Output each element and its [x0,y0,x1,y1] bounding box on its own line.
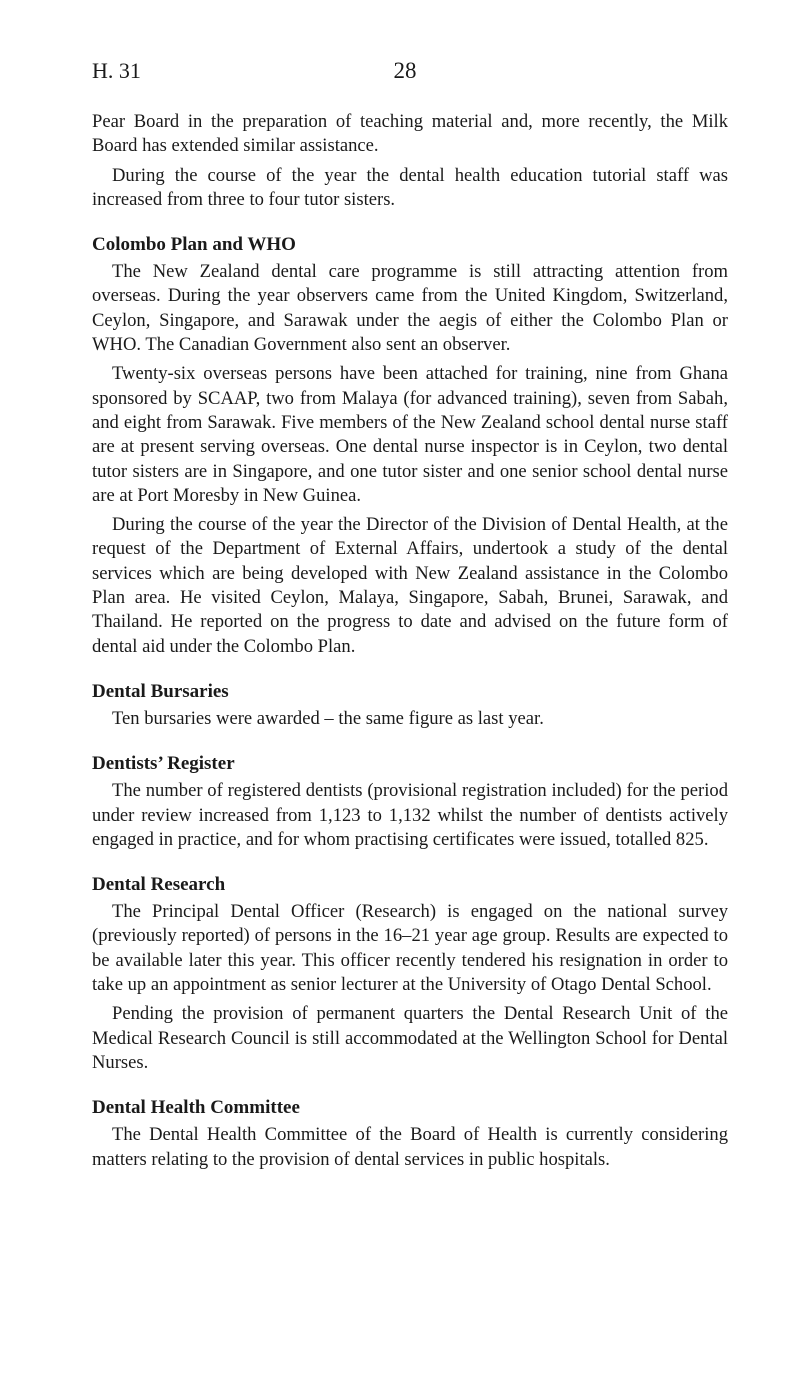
section-heading: Dental Bursaries [92,680,229,702]
section-paragraph: The number of registered dentists (provisional registration included) for the period under review increased from 1,123 to 1,132 whilst the number of dentists actively engaged in practice, and for whom practising certificates were issued, totalled 825. [92,780,728,850]
page-number: 28 [393,58,417,83]
page-header [92,58,718,88]
section-heading: Colombo Plan and WHO [92,234,296,256]
document-reference: H. 31 [92,58,141,83]
section-colombo-plan [92,233,728,659]
intro-paragraph-1: Pear Board in the preparation of teaching material and, more recently, the Milk Board has extended similar assistance. [92,111,728,157]
section-paragraph: Pending the provision of permanent quarters the Dental Research Unit of the Medical Research Council is still accommodated at the Wellington School for Dental Nurses. [92,1003,728,1073]
section-paragraph: Twenty-six overseas persons have been attached for training, nine from Ghana sponsored by SCAAP, two from Malaya (for advanced training), seven from Sabah, and eight from Sarawak. Five members of the New Zealand school dental nurse staff are at present serving overseas. One dental nurse inspector is in Ceylon, two dental tutor sisters are in Singapore, and one tutor sister and one senior school dental nurse are at Port Moresby in New Guinea. [92,363,728,506]
section-paragraph: The New Zealand dental care programme is still attracting attention from overseas. During the year observers came from the United Kingdom, Switzerland, Ceylon, Singapore, and Sarawak under the aegis of either the Colombo Plan or WHO. The Canadian Government also sent an observer. [92,261,728,356]
section-paragraph: The Dental Health Committee of the Board of Health is currently considering matters relating to the provision of dental services in public hospitals. [92,1124,728,1170]
section-paragraph: The Principal Dental Officer (Research) is engaged on the national survey (previously reported) of persons in the 16–21 year age group. Results are expected to be available later this year. This officer recently tendered his resignation in order to take up an appointment as senior lecturer at the University of Otago Dental School. [92,901,728,996]
section-heading: Dental Research [92,874,226,896]
section-heading: Dental Health Committee [92,1097,300,1119]
section-paragraph: Ten bursaries were awarded – the same figure as last year. [112,707,544,729]
intro-paragraph-2: During the course of the year the dental health education tutorial staff was increased from three to four tutor sisters. [92,164,728,210]
section-dentists-register [92,752,728,852]
section-heading: Dentists’ Register [92,753,235,775]
section-dental-bursaries [92,680,728,731]
page-body [92,110,728,1177]
section-dental-health-committee [92,1096,728,1172]
section-dental-research [92,873,728,1075]
section-paragraph: During the course of the year the Director of the Division of Dental Health, at the request of the Department of External Affairs, undertook a study of the dental services which are being developed with New Zealand assistance in the Colombo Plan area. He visited Ceylon, Malaya, Singapore, Sabah, Brunei, Sarawak, and Thailand. He reported on the progress to date and advised on the future form of dental aid under the Colombo Plan. [92,514,728,657]
